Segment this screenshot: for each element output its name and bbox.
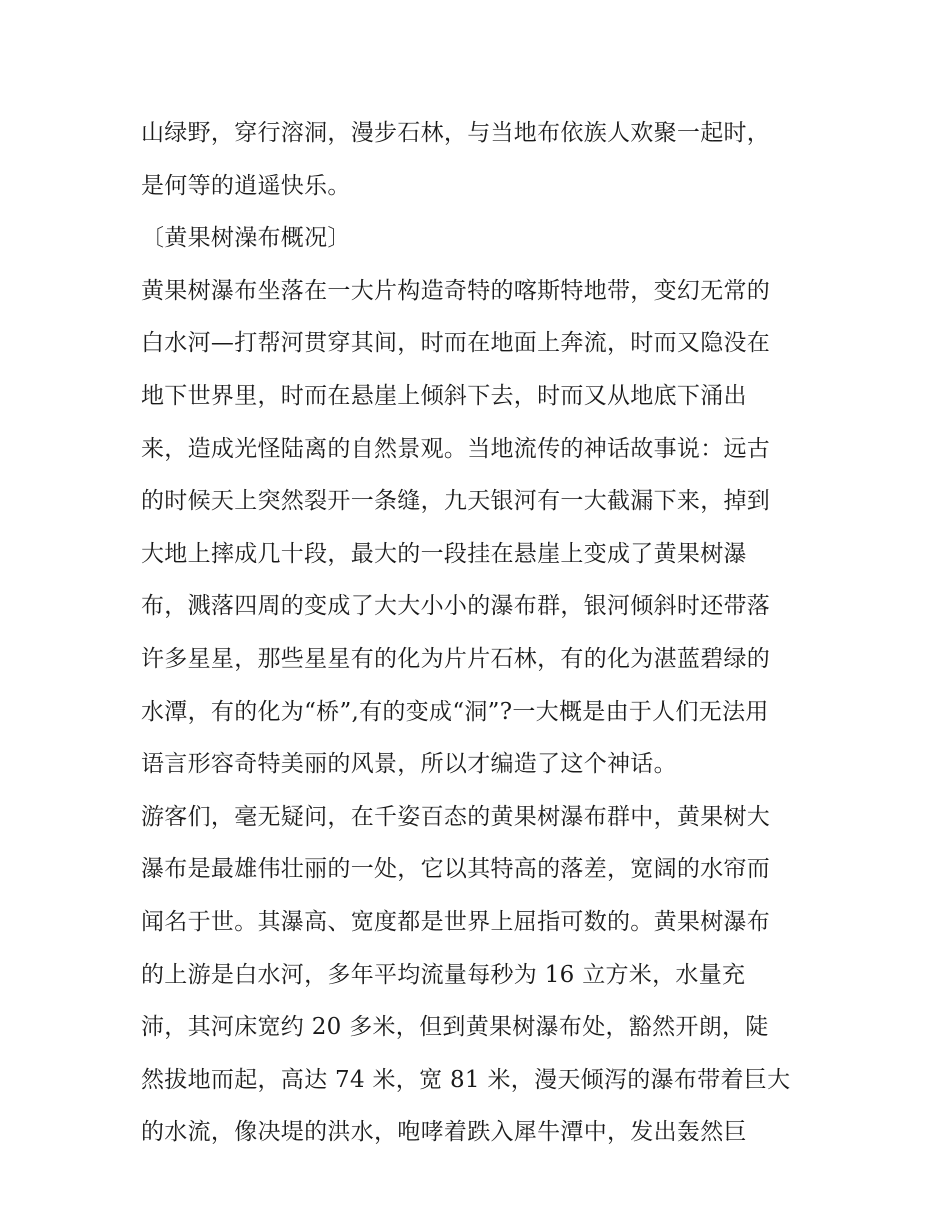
text-line: 水潭，有的化为“桥”,有的变成“洞”?一大概是由于人们无法用 xyxy=(141,698,769,725)
text-line: 的时候天上突然裂开一条缝，九天银河有一大截漏下来，掉到 xyxy=(141,488,771,515)
text-line: 来，造成光怪陆离的自然景观。当地流传的神话故事说：远古 xyxy=(141,435,771,462)
text-line: 沛，其河床宽约 20 多米，但到黄果树瀑布处，豁然开朗，陡 xyxy=(141,1014,769,1041)
text-line: 瀑布是最雄伟壮丽的一处，它以其特高的落差，宽阔的水帘而 xyxy=(141,856,771,883)
text-line: 闻名于世。其瀑高、宽度都是世界上屈指可数的。黄果树瀑布 xyxy=(141,908,771,935)
text-line: 是何等的逍遥快乐。 xyxy=(141,172,351,199)
text-line: 布，溅落四周的变成了大大小小的瀑布群，银河倾斜时还带落 xyxy=(141,593,771,620)
text-line: 黄果树瀑布坐落在一大片构造奇特的喀斯特地带，变幻无常的 xyxy=(141,277,771,304)
text-line: 山绿野，穿行溶洞，漫步石林，与当地布依族人欢聚一起时， xyxy=(141,120,771,146)
text-line: 白水河—打帮河贯穿其间，时而在地面上奔流，时而又隐没在 xyxy=(141,330,771,357)
text-line: 许多星星，那些星星有的化为片片石林，有的化为湛蓝碧绿的 xyxy=(141,645,771,672)
text-line: 的上游是白水河，多年平均流量每秒为 16 立方米，水量充 xyxy=(141,961,746,988)
text-line: 语言形容奇特美丽的风景，所以才编造了这个神话。 xyxy=(141,751,677,778)
section-heading: 〔黄果树澡布概况〕 xyxy=(141,225,351,252)
text-line: 地下世界里，时而在悬崖上倾斜下去，时而又从地底下涌出 xyxy=(141,382,747,409)
body-text xyxy=(141,107,821,1159)
text-line: 的水流，像决堤的洪水，咆哮着跌入犀牛潭中，发出轰然巨 xyxy=(141,1119,747,1146)
text-line: 游客们，毫无疑问，在千姿百态的黄果树瀑布群中，黄果树大 xyxy=(141,803,771,830)
text-line: 然拔地而起，高达 74 米，宽 81 米，漫天倾泻的瀑布带着巨大 xyxy=(141,1066,791,1093)
text-line: 大地上摔成几十段，最大的一段挂在悬崖上变成了黄果树瀑 xyxy=(141,540,747,567)
